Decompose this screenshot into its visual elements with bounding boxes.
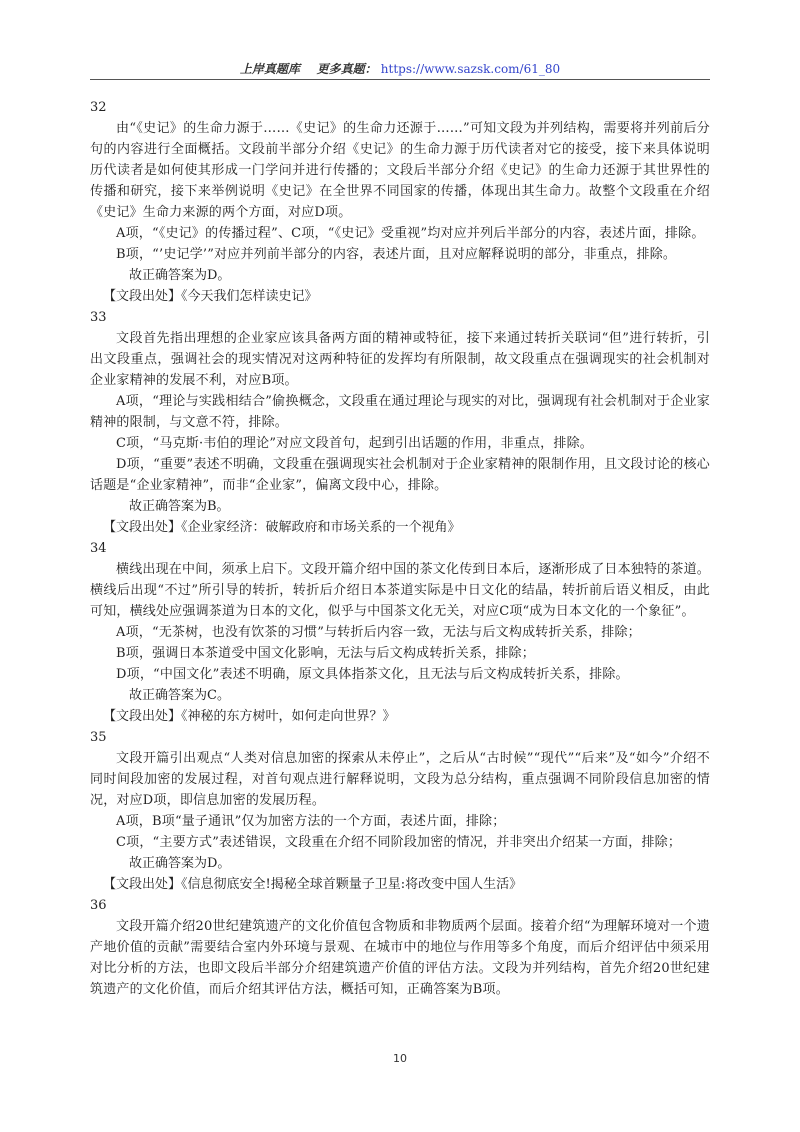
option-explanation: D项，“重要”表述不明确，文段重在强调现实社会机制对于企业家精神的限制作用，且文段讨论的核心话题是“企业家精神”，而非“企业家”，偏离文段中心，排除。 <box>90 457 710 493</box>
header-title: 上岸真题库 <box>239 62 300 76</box>
option-explanation: A项，“无茶树，也没有饮茶的习惯”与转折后内容一致，无法与后文构成转折关系，排除； <box>116 625 641 640</box>
option-explanation: C项，“马克斯·韦伯的理论”对应文段首句，起到引出话题的作用，非重点，排除。 <box>116 436 593 451</box>
answer-line: 故正确答案为C。 <box>129 688 230 703</box>
analysis-paragraph: 文段开篇介绍20世纪建筑遗产的文化价值包含物质和非物质两个层面。接着介绍“为理解环境对一个遗产地价值的贡献”需要结合室内外环境与景观、在城市中的地位与作用等多个角度，而后介绍评估中须采用对比分析的方法，也即文段后半部分介绍建筑遗产价值的评估方法。文段为并列结构，首先介绍20世纪建筑遗产的文化价值，而后介绍其评估方法，概括可知，正确答案为B项。 <box>90 919 710 997</box>
header-url-link[interactable]: https://www.sazsk.com/61_80 <box>380 62 561 76</box>
question-section <box>90 727 710 895</box>
analysis-paragraph: 由“《史记》的生命力源于……《史记》的生命力还源于……”可知文段为并列结构，需要将并列前后分句的内容进行全面概括。文段前半部分介绍《史记》的生命力源于历代读者对它的接受，接下来具体说明历代读者是如何使其形成一门学问并进行传播的；文段后半部分介绍《史记》的生命力还源于其世界性的传播和研究，接下来举例说明《史记》在全世界不同国家的传播，体现出其生命力。故整个文段重在介绍《史记》生命力来源的两个方面，对应D项。 <box>90 121 710 220</box>
source-citation: 【文段出处】《信息彻底安全!揭秘全球首颗量子卫星:将改变中国人生活》 <box>103 877 523 892</box>
option-explanation: B项，“’史记学’”对应并列前半部分的内容，表述片面，且对应解释说明的部分，非重点，排除。 <box>116 247 677 262</box>
page-number: 10 <box>393 1052 407 1065</box>
answer-line: 故正确答案为B。 <box>129 499 230 514</box>
analysis-paragraph: 文段首先指出理想的企业家应该具备两方面的精神或特征，接下来通过转折关联词“但”进行转折，引出文段重点，强调社会的现实情况对这两种特征的发挥均有所限制，故文段重点在强调现实的社会机制对企业家精神的发展不利，对应B项。 <box>90 331 710 388</box>
question-number: 32 <box>90 100 107 115</box>
answer-line: 故正确答案为D。 <box>129 268 231 283</box>
question-section <box>90 97 710 307</box>
header-more-label: 更多真题： <box>316 62 377 76</box>
source-citation: 【文段出处】《今天我们怎样读史记》 <box>103 289 318 304</box>
question-section <box>90 895 710 1000</box>
option-explanation: D项，“中国文化”表述不明确，原文具体指茶文化，且无法与后文构成转折关系，排除。 <box>116 667 629 682</box>
question-number: 35 <box>90 730 107 745</box>
option-explanation: C项，“主要方式”表述错误，文段重在介绍不同阶段加密的情况，并非突出介绍某一方面，排除； <box>116 835 682 850</box>
question-number: 33 <box>90 310 107 325</box>
header-divider <box>90 79 710 80</box>
source-citation: 【文段出处】《企业家经济：破解政府和市场关系的一个视角》 <box>103 520 461 535</box>
option-explanation: A项，“《史记》的传播过程”、C项，“《史记》受重视”均对应并列后半部分的内容，表述片面，排除。 <box>116 226 705 241</box>
page-header <box>90 60 710 77</box>
question-section <box>90 307 710 538</box>
analysis-paragraph: 横线出现在中间，须承上启下。文段开篇介绍中国的茶文化传到日本后，逐渐形成了日本独特的茶道。横线后出现“不过”所引导的转折，转折后介绍日本茶道实际是中日文化的结晶，转折前后语义相反，由此可知，横线处应强调茶道为日本的文化，似乎与中国茶文化无关，对应C项“成为日本文化的一个象征”。 <box>90 562 711 619</box>
analysis-paragraph: 文段开篇引出观点“人类对信息加密的探索从未停止”，之后从“古时候”“现代”“后来”及“如今”介绍不同时间段加密的发展过程，对首句观点进行解释说明，文段为总分结构，重点强调不同阶段信息加密的情况，对应D项，即信息加密的发展历程。 <box>90 751 710 808</box>
document-body <box>90 97 710 1000</box>
answer-line: 故正确答案为D。 <box>129 856 231 871</box>
question-number: 36 <box>90 898 107 913</box>
option-explanation: A项，“理论与实践相结合”偷换概念，文段重在通过理论与现实的对比，强调现有社会机制对于企业家精神的限制，与文意不符，排除。 <box>90 394 710 430</box>
option-explanation: B项，强调日本茶道受中国文化影响，无法与后文构成转折关系，排除； <box>116 646 535 661</box>
question-section <box>90 538 710 727</box>
question-number: 34 <box>90 541 107 556</box>
source-citation: 【文段出处】《神秘的东方树叶，如何走向世界？》 <box>103 709 396 724</box>
option-explanation: A项，B项“量子通讯”仅为加密方法的一个方面，表述片面，排除； <box>116 814 506 829</box>
